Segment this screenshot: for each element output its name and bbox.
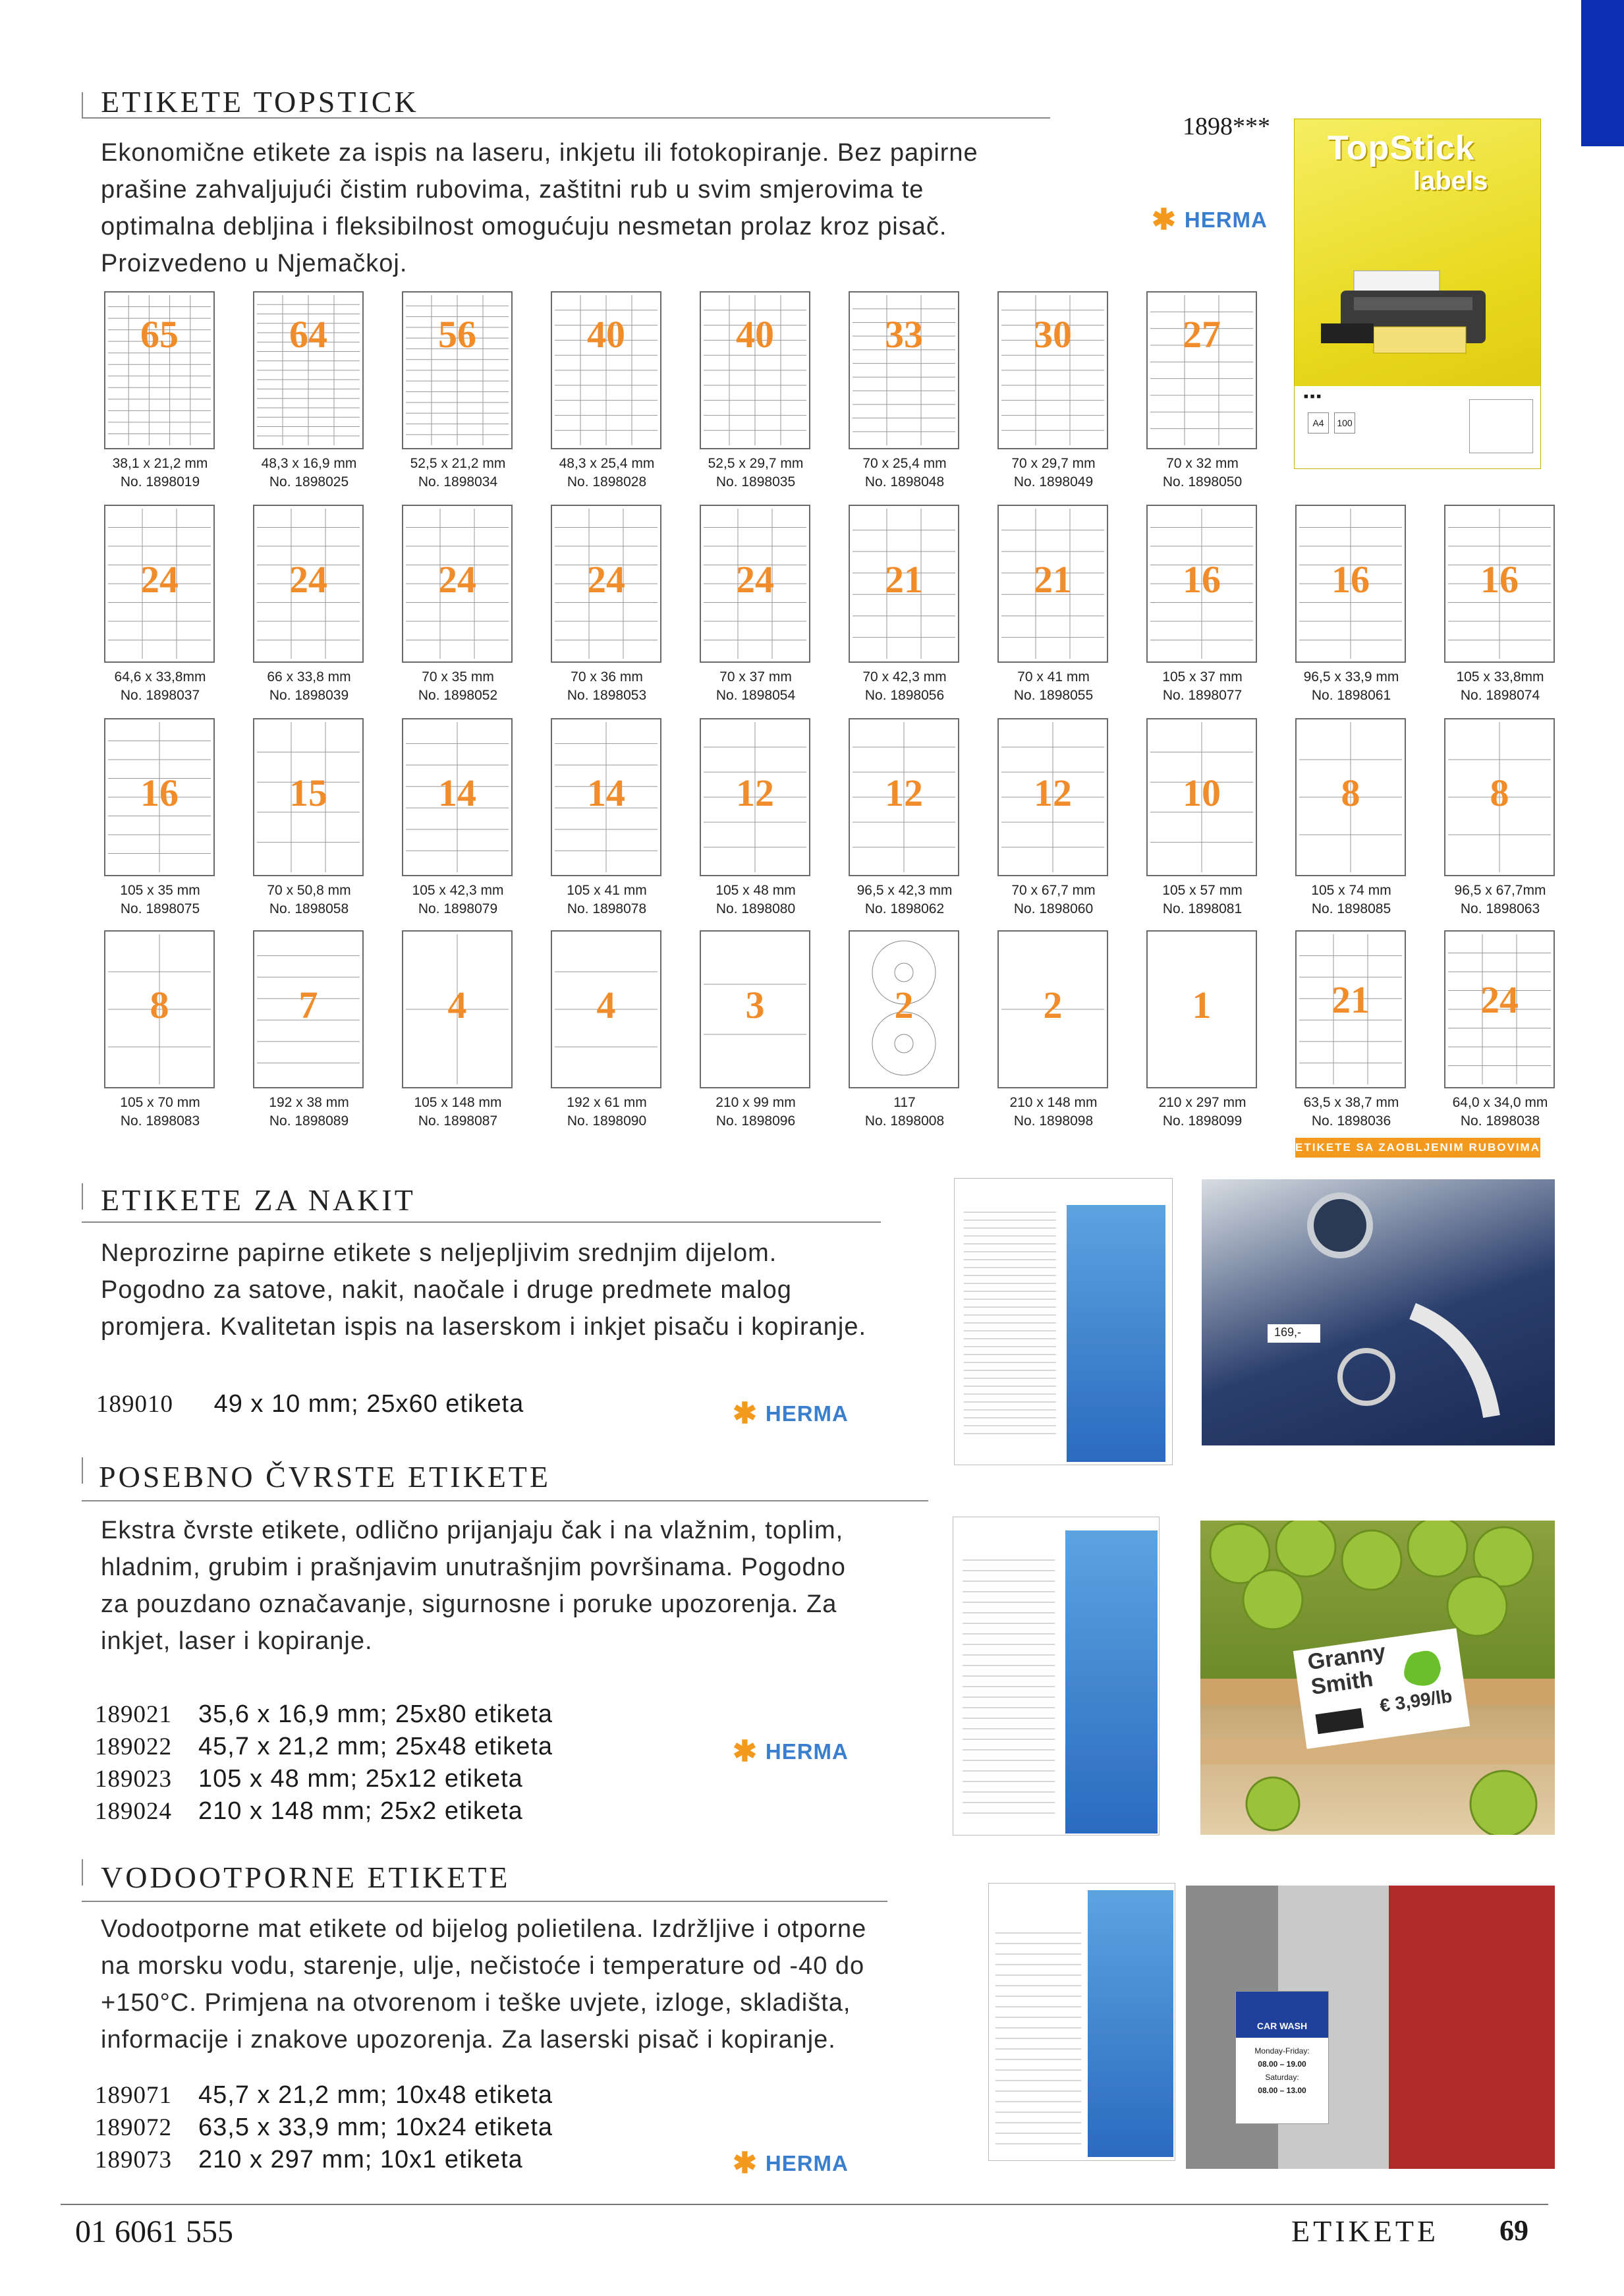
- label-sheet-tile: [1426, 505, 1575, 705]
- product-desc: 45,7 x 21,2 mm; 25x48 etiketa: [198, 1733, 553, 1760]
- label-product-number: No. 1898083: [120, 1113, 200, 1129]
- text-line: +150°C. Primjena na otvorenom i teške uvjete, izloge, skladišta,: [101, 1989, 851, 2017]
- label-product-number: No. 1898055: [1013, 688, 1094, 703]
- label-size: 70 x 32 mm: [1166, 456, 1239, 471]
- rounded-edges-badge: ETIKETE SA ZAOBLJENIM RUBOVIMA: [1295, 1138, 1540, 1158]
- label-sheet-thumbnail: [700, 718, 810, 876]
- label-count: 16: [1183, 558, 1221, 601]
- section-rule: [82, 1221, 881, 1223]
- package-labels-preview: [964, 1205, 1056, 1436]
- label-sheet-tile: [1128, 930, 1277, 1131]
- product-row: [96, 1390, 524, 1418]
- herma-logo: ✱ HERMA: [733, 1735, 849, 1768]
- label-sheet-tile: [979, 291, 1128, 491]
- label-size: 210 x 99 mm: [715, 1095, 796, 1110]
- label-product-number: No. 1898050: [1162, 474, 1243, 490]
- car-wash-photo: [1186, 1886, 1555, 2169]
- label-product-number: No. 1898056: [864, 688, 945, 703]
- label-sheet-thumbnail: [1295, 930, 1406, 1088]
- herma-star-icon: ✱: [1152, 204, 1177, 236]
- package-title: TopStick: [1328, 129, 1475, 167]
- label-size: 48,3 x 16,9 mm: [261, 456, 357, 471]
- label-size: 96,5 x 67,7mm: [1454, 883, 1546, 898]
- label-count: 15: [289, 771, 327, 814]
- text-line: za pouzdano označavanje, sigurnosne i poruke upozorenja. Za: [101, 1590, 837, 1618]
- label-size: 70 x 67,7 mm: [1011, 883, 1096, 898]
- label-product-number: No. 1898099: [1162, 1113, 1243, 1129]
- label-size: 52,5 x 21,2 mm: [410, 456, 506, 471]
- package-blue-panel: [1088, 1890, 1173, 2157]
- label-size: 48,3 x 25,4 mm: [559, 456, 655, 471]
- label-count: 10: [1183, 771, 1221, 814]
- product-desc: 49 x 10 mm; 25x60 etiketa: [213, 1390, 524, 1418]
- label-row: [86, 505, 1601, 715]
- label-count: 16: [1480, 558, 1519, 601]
- product-code: 189010: [96, 1391, 173, 1418]
- footer-section-label: ETIKETE: [1291, 2214, 1440, 2248]
- label-count: 64: [289, 313, 327, 356]
- text-line: Ekonomične etikete za ispis na laseru, inkjetu ili fotokopiranje. Bez papirne: [101, 139, 978, 167]
- topstick-description: [101, 134, 1056, 282]
- label-sheet-thumbnail: [1444, 930, 1555, 1088]
- package-labels-preview: [995, 1923, 1081, 2147]
- product-row: [95, 2112, 553, 2144]
- label-sheet-tile: [532, 505, 681, 705]
- label-sheet-tile: [1277, 930, 1426, 1131]
- vodootporne-description: [101, 1911, 957, 2058]
- label-sheet-thumbnail: [1146, 930, 1257, 1088]
- label-layout-icon: [1469, 399, 1533, 453]
- label-sheet-tile: [1277, 505, 1426, 705]
- label-count: 21: [1034, 558, 1072, 601]
- label-sheet-tile: [235, 505, 383, 705]
- label-size: 70 x 42,3 mm: [862, 669, 947, 685]
- herma-star-icon: ✱: [733, 1735, 758, 1768]
- product-code: 189021: [95, 1701, 172, 1728]
- label-count: 14: [438, 771, 476, 814]
- label-count: 21: [885, 558, 923, 601]
- herma-logo: ✱ HERMA: [1152, 204, 1268, 236]
- label-count: 27: [1183, 313, 1221, 356]
- apple-label-price: € 3,99/lb: [1378, 1685, 1454, 1716]
- label-sheet-tile: [681, 291, 830, 491]
- text-line: prašine zahvaljujući čistim rubovima, zaštitni rub u svim smjerovima te: [101, 176, 924, 204]
- label-product-number: No. 1898063: [1460, 901, 1540, 916]
- car-wash-sign-title: CAR WASH: [1236, 1992, 1328, 2038]
- product-list: [95, 2079, 553, 2176]
- label-product-number: No. 1898054: [715, 688, 796, 703]
- label-product-number: No. 1898025: [269, 474, 349, 490]
- label-product-number: No. 1898098: [1013, 1113, 1094, 1129]
- label-sheet-thumbnail: [104, 505, 215, 663]
- label-sheet-tile: [532, 291, 681, 491]
- label-count: 1: [1192, 984, 1212, 1026]
- label-size: 66 x 33,8 mm: [267, 669, 351, 685]
- text-line: na morsku vodu, starenje, ulje, nečistoće i temperature od -40 do: [101, 1952, 865, 1980]
- label-size: 70 x 50,8 mm: [267, 883, 351, 898]
- label-product-number: No. 1898078: [567, 901, 647, 916]
- label-row: [86, 291, 1291, 502]
- footer-rule: [61, 2204, 1548, 2205]
- label-count: 24: [289, 558, 327, 601]
- footer-phone: 01 6061 555: [75, 2214, 233, 2249]
- label-sheet-thumbnail: [849, 505, 959, 663]
- label-size: 70 x 36 mm: [571, 669, 643, 685]
- label-sheet-thumbnail: [849, 718, 959, 876]
- label-sheet-thumbnail: [1146, 718, 1257, 876]
- text-line: inkjet, laser i kopiranje.: [101, 1627, 373, 1655]
- label-product-number: No. 1898096: [715, 1113, 796, 1129]
- label-count: 3: [745, 984, 765, 1026]
- label-sheet-thumbnail: [253, 291, 364, 449]
- made-in-germany-icon: ■ ■ ■: [1304, 393, 1322, 401]
- label-product-number: No. 1898028: [567, 474, 647, 490]
- text-line: Proizvedeno u Njemačkoj.: [101, 250, 408, 277]
- hours-line: Monday-Friday:: [1254, 2046, 1310, 2056]
- label-sheet-thumbnail: [551, 505, 661, 663]
- label-row: [86, 930, 1601, 1141]
- label-count: 8: [1341, 771, 1360, 814]
- cvrste-description: [101, 1512, 957, 1660]
- label-count: 21: [1331, 978, 1370, 1021]
- label-size: 105 x 70 mm: [120, 1095, 200, 1110]
- herma-logo: ✱ HERMA: [733, 1397, 849, 1430]
- apples-photo: [1200, 1521, 1555, 1835]
- label-sheet-thumbnail: [700, 291, 810, 449]
- label-sheet-thumbnail: [700, 930, 810, 1088]
- package-blue-panel: [1067, 1205, 1165, 1462]
- product-desc: 35,6 x 16,9 mm; 25x80 etiketa: [198, 1700, 553, 1728]
- label-product-number: No. 1898036: [1311, 1113, 1391, 1129]
- label-sheet-tile: [830, 930, 979, 1131]
- label-product-number: No. 1898080: [715, 901, 796, 916]
- package-subtitle: labels: [1413, 167, 1488, 196]
- herma-star-icon: ✱: [733, 2147, 758, 2179]
- text-line: Ekstra čvrste etikete, odlično prijanjaju čak i na vlažnim, toplim,: [101, 1517, 844, 1544]
- label-count: 12: [885, 771, 923, 814]
- hours-line: Saturday:: [1265, 2073, 1299, 2082]
- label-sheet-thumbnail: [1295, 718, 1406, 876]
- section-rule: [82, 92, 83, 119]
- label-sheet-thumbnail: [402, 505, 513, 663]
- label-product-number: No. 1898048: [864, 474, 945, 490]
- hours-line: 08.00 – 13.00: [1258, 2086, 1306, 2095]
- label-product-number: No. 1898090: [567, 1113, 647, 1129]
- label-count: 8: [150, 984, 169, 1026]
- topstick-package-image: [1294, 119, 1541, 469]
- label-sheet-tile: [235, 291, 383, 491]
- label-size: 70 x 25,4 mm: [862, 456, 947, 471]
- product-row: [95, 1795, 553, 1828]
- jewelry-tag-price: 169,-: [1274, 1326, 1302, 1339]
- label-count: 65: [140, 313, 179, 356]
- label-size: 105 x 74 mm: [1311, 883, 1391, 898]
- label-count: 12: [1034, 771, 1072, 814]
- label-product-number: No. 1898049: [1013, 474, 1094, 490]
- label-product-number: No. 1898019: [120, 474, 200, 490]
- product-desc: 105 x 48 mm; 25x12 etiketa: [198, 1765, 523, 1793]
- label-sheet-tile: [532, 718, 681, 918]
- product-code: 189022: [95, 1733, 172, 1760]
- package-info-strip: [1295, 386, 1540, 468]
- label-sheet-thumbnail: [402, 718, 513, 876]
- label-size: 70 x 41 mm: [1017, 669, 1090, 685]
- section-title-topstick: ETIKETE TOPSTICK: [101, 85, 419, 119]
- label-sheet-thumbnail: [253, 718, 364, 876]
- label-count: 2: [894, 984, 914, 1026]
- label-sheet-thumbnail: [997, 291, 1108, 449]
- label-product-number: No. 1898074: [1460, 688, 1540, 703]
- label-sheet-thumbnail: [997, 718, 1108, 876]
- label-count: 24: [1480, 978, 1519, 1021]
- vodootporne-package-image: [988, 1883, 1175, 2161]
- product-desc: 210 x 297 mm; 10x1 etiketa: [198, 2146, 523, 2173]
- section-tab-marker: [1581, 0, 1624, 146]
- label-size: 63,5 x 38,7 mm: [1303, 1095, 1399, 1110]
- label-sheet-thumbnail: [104, 291, 215, 449]
- label-count: 14: [587, 771, 625, 814]
- text-line: Vodootporne mat etikete od bijelog polietilena. Izdržljive i otporne: [101, 1915, 867, 1943]
- section-title-nakit: ETIKETE ZA NAKIT: [101, 1183, 416, 1217]
- label-sheet-tile: [86, 718, 235, 918]
- label-sheet-tile: [979, 718, 1128, 918]
- product-desc: 45,7 x 21,2 mm; 10x48 etiketa: [198, 2081, 553, 2109]
- label-sheet-tile: [681, 718, 830, 918]
- label-sheet-tile: [383, 505, 532, 705]
- nakit-package-image: [954, 1178, 1173, 1465]
- label-size: 105 x 35 mm: [120, 883, 200, 898]
- section-rule: [82, 1457, 83, 1484]
- package-blue-panel: [1065, 1530, 1158, 1834]
- label-product-number: No. 1898053: [567, 688, 647, 703]
- label-product-number: No. 1898052: [418, 688, 498, 703]
- label-sheet-tile: [979, 505, 1128, 705]
- cvrste-package-image: [953, 1517, 1160, 1835]
- product-row: [95, 1698, 553, 1731]
- label-size: 105 x 37 mm: [1162, 669, 1243, 685]
- label-size: 70 x 35 mm: [422, 669, 494, 685]
- label-count: 24: [587, 558, 625, 601]
- section-rule: [82, 1901, 887, 1902]
- label-sheet-tile: [86, 505, 235, 705]
- page-number: 69: [1499, 2214, 1528, 2247]
- label-sheet-thumbnail: [997, 505, 1108, 663]
- text-line: hladnim, grubim i prašnjavim unutrašnjim površinama. Pogodno: [101, 1554, 846, 1581]
- label-product-number: No. 1898008: [864, 1113, 945, 1129]
- label-sheet-tile: [1426, 930, 1575, 1131]
- label-sheet-thumbnail: [402, 291, 513, 449]
- label-product-number: No. 1898075: [120, 901, 200, 916]
- label-sheet-tile: [86, 930, 235, 1131]
- label-size: 64,0 x 34,0 mm: [1452, 1095, 1548, 1110]
- label-sheet-tile: [383, 930, 532, 1131]
- product-desc: 63,5 x 33,9 mm; 10x24 etiketa: [198, 2114, 553, 2141]
- label-sheet-thumbnail: [1444, 718, 1555, 876]
- label-count: 24: [736, 558, 774, 601]
- label-count: 30: [1034, 313, 1072, 356]
- label-product-number: No. 1898062: [864, 901, 945, 916]
- label-size: 105 x 48 mm: [715, 883, 796, 898]
- label-product-number: No. 1898085: [1311, 901, 1391, 916]
- label-sheet-thumbnail: [551, 291, 661, 449]
- label-sheet-tile: [979, 930, 1128, 1131]
- label-size: 210 x 297 mm: [1158, 1095, 1246, 1110]
- label-size: 192 x 61 mm: [567, 1095, 647, 1110]
- label-product-number: No. 1898034: [418, 474, 498, 490]
- label-count: 8: [1490, 771, 1509, 814]
- car-wash-hours: [1236, 2044, 1328, 2097]
- label-size: 105 x 41 mm: [567, 883, 647, 898]
- label-sheet-tile: [86, 291, 235, 491]
- label-sheet-tile: [681, 930, 830, 1131]
- herma-logo: ✱ HERMA: [733, 2147, 849, 2179]
- label-size: 70 x 37 mm: [719, 669, 792, 685]
- label-sheet-thumbnail: [997, 930, 1108, 1088]
- hours-line: 08.00 – 19.00: [1258, 2059, 1306, 2069]
- label-sheet-tile: [1128, 718, 1277, 918]
- product-code: 189073: [95, 2146, 172, 2173]
- label-product-number: No. 1898037: [120, 688, 200, 703]
- label-size: 105 x 57 mm: [1162, 883, 1243, 898]
- label-sheet-thumbnail: [253, 930, 364, 1088]
- product-row: [95, 2079, 553, 2112]
- quantity-icon: 100: [1334, 412, 1355, 434]
- label-sheet-thumbnail: [849, 291, 959, 449]
- label-sheet-thumbnail: [700, 505, 810, 663]
- section-title-cvrste: POSEBNO ČVRSTE ETIKETE: [99, 1460, 551, 1494]
- label-product-number: No. 1898079: [418, 901, 498, 916]
- label-line: Granny: [1306, 1639, 1387, 1675]
- label-size: 105 x 42,3 mm: [412, 883, 504, 898]
- topstick-code: 1898***: [1183, 113, 1270, 140]
- label-sheet-tile: [1128, 291, 1277, 491]
- product-code: 189072: [95, 2114, 172, 2141]
- label-size: 52,5 x 29,7 mm: [708, 456, 804, 471]
- label-sheet-thumbnail: [104, 718, 215, 876]
- label-product-number: No. 1898058: [269, 901, 349, 916]
- label-sheet-tile: [235, 930, 383, 1131]
- text-line: optimalna debljina i fleksibilnost omogućuju nesmetan prolaz kroz pisač.: [101, 213, 947, 240]
- label-sheet-thumbnail: [1295, 505, 1406, 663]
- a4-icon: A4: [1308, 412, 1329, 434]
- label-size: 192 x 38 mm: [269, 1095, 349, 1110]
- jewelry-photo: [1202, 1179, 1555, 1445]
- label-product-number: No. 1898077: [1162, 688, 1243, 703]
- label-sheet-tile: [830, 291, 979, 491]
- label-sheet-thumbnail: [551, 718, 661, 876]
- label-size: 96,5 x 33,9 mm: [1303, 669, 1399, 685]
- label-product-number: No. 1898038: [1460, 1113, 1540, 1129]
- label-size: 64,6 x 33,8mm: [114, 669, 206, 685]
- label-count: 24: [438, 558, 476, 601]
- nakit-description: [101, 1235, 957, 1345]
- section-title-vodootporne: VODOOTPORNE ETIKETE: [101, 1861, 511, 1894]
- text-line: Pogodno za satove, nakit, naočale i druge predmete malog: [101, 1276, 792, 1304]
- product-row: [95, 2144, 553, 2176]
- label-product-number: No. 1898087: [418, 1113, 498, 1129]
- label-sheet-thumbnail: [1146, 291, 1257, 449]
- label-sheet-thumbnail: [253, 505, 364, 663]
- label-count: 33: [885, 313, 923, 356]
- label-sheet-tile: [1277, 718, 1426, 918]
- label-count: 4: [447, 984, 467, 1026]
- text-line: Neprozirne papirne etikete s neljepljivim srednjim dijelom.: [101, 1239, 777, 1267]
- label-sheet-thumbnail: [1444, 505, 1555, 663]
- label-count: 40: [736, 313, 774, 356]
- label-count: 7: [298, 984, 318, 1026]
- label-count: 40: [587, 313, 625, 356]
- section-rule: [82, 1859, 83, 1886]
- label-product-number: No. 1898081: [1162, 901, 1243, 916]
- label-line: Smith: [1309, 1666, 1375, 1700]
- car-wash-sign: [1235, 1991, 1329, 2124]
- label-count: 4: [596, 984, 616, 1026]
- label-size: 105 x 148 mm: [414, 1095, 502, 1110]
- product-code: 189024: [95, 1798, 172, 1825]
- herma-star-icon: ✱: [733, 1397, 758, 1430]
- product-row: [95, 1731, 553, 1763]
- product-code: 189023: [95, 1766, 172, 1793]
- label-product-number: No. 1898039: [269, 688, 349, 703]
- label-sheet-tile: [830, 718, 979, 918]
- label-sheet-tile: [681, 505, 830, 705]
- section-rule: [82, 1183, 83, 1210]
- label-count: 12: [736, 771, 774, 814]
- label-count: 16: [140, 771, 179, 814]
- printer-icon: [1314, 264, 1512, 363]
- label-sheet-thumbnail: [551, 930, 661, 1088]
- product-desc: 210 x 148 mm; 25x2 etiketa: [198, 1797, 523, 1825]
- label-sheet-tile: [383, 718, 532, 918]
- section-rule: [82, 1500, 928, 1501]
- product-code: 189071: [95, 2082, 172, 2109]
- label-sheet-thumbnail: [104, 930, 215, 1088]
- label-count: 2: [1043, 984, 1063, 1026]
- product-row: [95, 1763, 553, 1795]
- label-row: [86, 718, 1601, 929]
- label-count: 56: [438, 313, 476, 356]
- label-sheet-thumbnail: [1146, 505, 1257, 663]
- label-size: 96,5 x 42,3 mm: [856, 883, 953, 898]
- label-sheet-thumbnail: [849, 930, 959, 1088]
- label-product-number: No. 1898089: [269, 1113, 349, 1129]
- label-sheet-tile: [830, 505, 979, 705]
- label-count: 24: [140, 558, 179, 601]
- label-sheet-tile: [235, 718, 383, 918]
- label-sheet-tile: [532, 930, 681, 1131]
- label-product-number: No. 1898061: [1311, 688, 1391, 703]
- product-list: [95, 1698, 553, 1828]
- label-product-number: No. 1898035: [715, 474, 796, 490]
- label-count: 16: [1331, 558, 1370, 601]
- text-line: promjera. Kvalitetan ispis na laserskom i inkjet pisaču i kopiranje.: [101, 1313, 867, 1341]
- label-size: 38,1 x 21,2 mm: [112, 456, 208, 471]
- label-size: 210 x 148 mm: [1009, 1095, 1098, 1110]
- label-sheet-tile: [1128, 505, 1277, 705]
- text-line: informacije i znakove upozorenja. Za laserski pisač i kopiranje.: [101, 2026, 836, 2054]
- label-product-number: No. 1898060: [1013, 901, 1094, 916]
- label-sheet-tile: [1426, 718, 1575, 918]
- label-size: 70 x 29,7 mm: [1011, 456, 1096, 471]
- label-size: 105 x 33,8mm: [1456, 669, 1544, 685]
- label-sheet-tile: [383, 291, 532, 491]
- label-size: 117: [893, 1095, 916, 1110]
- label-sheet-thumbnail: [402, 930, 513, 1088]
- package-labels-preview: [963, 1550, 1055, 1814]
